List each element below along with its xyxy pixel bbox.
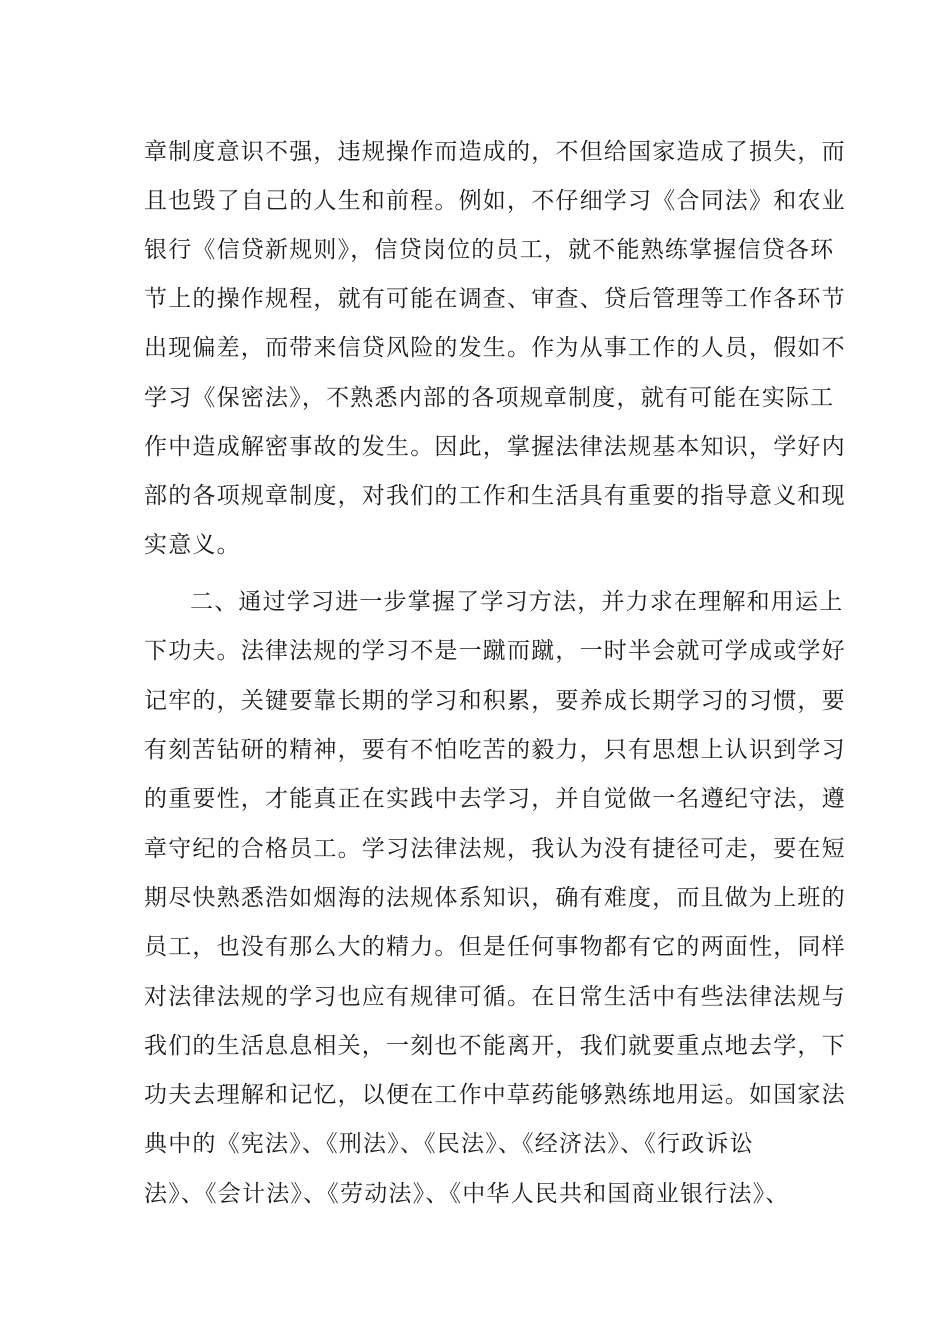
paragraph-1-line-7: 作中造成解密事故的发生。因此，掌握法律法规基本知识，学好内 bbox=[144, 434, 846, 460]
paragraph-2-line-2: 下功夫。法律法规的学习不是一蹴而蹴，一时半会就可学成或学好 bbox=[144, 638, 846, 664]
paragraph-2-line-9: 对法律法规的学习也应有规律可循。在日常生活中有些法律法规与 bbox=[144, 984, 846, 1010]
paragraph-2-line-10: 我们的生活息息相关，一刻也不能离开，我们就要重点地去学，下 bbox=[144, 1033, 846, 1059]
paragraph-2-line-5: 的重要性，才能真正在实践中去学习，并自觉做一名遵纪守法，遵 bbox=[144, 786, 846, 812]
paragraph-1-line-9: 实意义。 bbox=[144, 532, 241, 558]
paragraph-2-line-12: 典中的《宪法》、《刑法》、《民法》、《经济法》、《行政诉讼 bbox=[144, 1131, 754, 1157]
paragraph-2-line-4: 有刻苦钻研的精神，要有不怕吃苦的毅力，只有思想上认识到学习 bbox=[144, 737, 846, 763]
paragraph-2-line-8: 员工，也没有那么大的精力。但是任何事物都有它的两面性，同样 bbox=[144, 934, 846, 960]
paragraph-2-line-1: 二、通过学习进一步掌握了学习方法，并力求在理解和用运上 bbox=[190, 589, 844, 615]
paragraph-1-line-5: 出现偏差，而带来信贷风险的发生。作为从事工作的人员，假如不 bbox=[144, 335, 846, 361]
paragraph-1-line-3: 银行《信贷新规则》，信贷岗位的员工，就不能熟练掌握信贷各环 bbox=[144, 237, 835, 263]
paragraph-2-line-11: 功夫去理解和记忆，以便在工作中草药能够熟练地用运。如国家法 bbox=[144, 1082, 846, 1108]
paragraph-2-line-7: 期尽快熟悉浩如烟海的法规体系知识，确有难度，而且做为上班的 bbox=[144, 885, 846, 911]
paragraph-1-line-2: 且也毁了自己的人生和前程。例如，不仔细学习《合同法》和农业 bbox=[144, 188, 846, 214]
paragraph-2-line-3: 记牢的，关键要靠长期的学习和积累，要养成长期学习的习惯，要 bbox=[144, 688, 846, 714]
paragraph-1-line-4: 节上的操作规程，就有可能在调查、审查、贷后管理等工作各环节 bbox=[144, 286, 846, 312]
paragraph-2-line-6: 章守纪的合格员工。学习法律法规，我认为没有捷径可走，要在短 bbox=[144, 836, 846, 862]
paragraph-1-line-1: 章制度意识不强，违规操作而造成的，不但给国家造成了损失，而 bbox=[144, 139, 846, 165]
paragraph-1-line-8: 部的各项规章制度，对我们的工作和生活具有重要的指导意义和现 bbox=[144, 483, 846, 509]
paragraph-2-line-13: 法》、《会计法》、《劳动法》、《中华人民共和国商业银行法》、 bbox=[144, 1181, 790, 1207]
paragraph-1-line-6: 学习《保密法》，不熟悉内部的各项规章制度，就有可能在实际工 bbox=[144, 385, 835, 411]
